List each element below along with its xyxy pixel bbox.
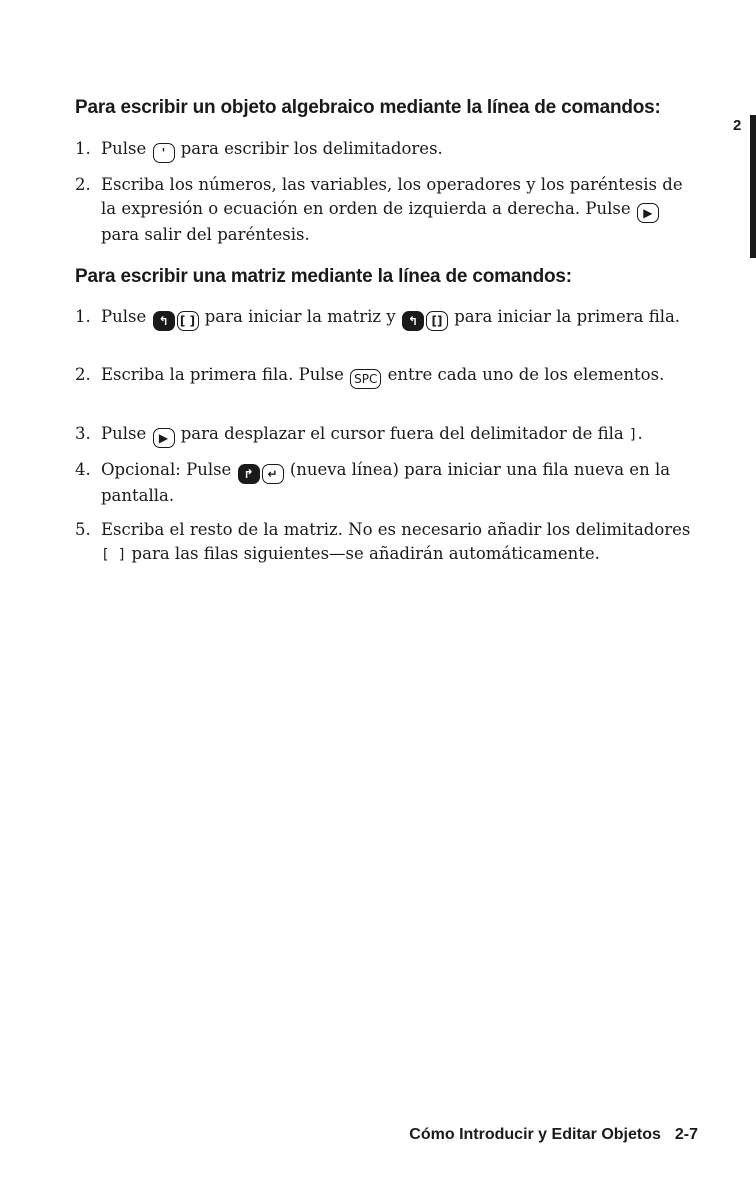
list-item	[75, 518, 700, 567]
tick-key-icon: '	[153, 143, 175, 163]
list-item	[75, 173, 700, 247]
list-item	[75, 363, 700, 389]
brackets-key-icon: []	[426, 311, 448, 331]
row-delimiter-code: ]	[629, 427, 638, 443]
item-text-part: para iniciar la matriz y	[204, 307, 396, 326]
item-number: 5.	[75, 520, 91, 539]
left-shift-key-icon: ↰	[153, 311, 175, 331]
item-text-part: Opcional: Pulse	[101, 460, 232, 479]
item-text-part: Pulse	[101, 307, 147, 326]
item-text	[101, 518, 700, 567]
footer-title: Cómo Introducir y Editar Objetos	[409, 1126, 661, 1143]
item-text	[101, 458, 700, 508]
item-text	[101, 137, 700, 163]
chapter-tab-marker	[750, 115, 756, 258]
right-arrow-key-icon: ▶	[153, 428, 175, 448]
item-text	[101, 363, 700, 389]
newline-key-icon: ↵	[262, 464, 284, 484]
item-number: 1.	[75, 139, 91, 158]
item-text-part: Escriba la primera fila. Pulse	[101, 365, 344, 384]
list-item	[75, 458, 700, 508]
left-shift-key-icon: ↰	[402, 311, 424, 331]
item-text-part: para iniciar la primera fila.	[454, 307, 681, 326]
section-heading-algebraic: Para escribir un objeto algebraico mediante la línea de comandos:	[75, 97, 661, 118]
item-number: 1.	[75, 307, 91, 326]
item-text-part: para las filas siguientes—se añadirán automáticamente.	[131, 544, 600, 563]
space-key-icon: SPC	[350, 369, 381, 389]
delimiters-code: [ ]	[101, 547, 127, 563]
item-text	[101, 422, 700, 448]
item-text	[101, 305, 700, 331]
item-text-part: para salir del paréntesis.	[101, 225, 310, 244]
item-text-part: Escriba los números, las variables, los operadores y los paréntesis de la expresión o ecuación en orden de izquierda a derecha. Pulse	[101, 175, 683, 218]
item-number: 2.	[75, 365, 91, 384]
item-text-part: para escribir los delimitadores.	[180, 139, 443, 158]
item-text-part: para desplazar el cursor fuera del delimitador de fila	[180, 424, 624, 443]
item-number: 4.	[75, 460, 91, 479]
list-item	[75, 305, 700, 331]
item-number: 3.	[75, 424, 91, 443]
item-text-part: entre cada uno de los elementos.	[387, 365, 665, 384]
item-text-part: (nueva línea) para iniciar una fila nueva en la pantalla.	[101, 460, 671, 505]
item-number: 2.	[75, 175, 91, 194]
page-footer	[409, 1126, 698, 1144]
item-text-part: Escriba el resto de la matriz. No es necesario añadir los delimitadores	[101, 520, 691, 539]
item-text-part: Pulse	[101, 424, 147, 443]
right-arrow-key-icon: ▶	[637, 203, 659, 223]
list-item	[75, 137, 700, 163]
item-text-part: Pulse	[101, 139, 147, 158]
list-item	[75, 422, 700, 448]
page-number: 2-7	[674, 1126, 698, 1143]
right-shift-key-icon: ↱	[238, 464, 260, 484]
chapter-tab-number: 2	[733, 117, 742, 134]
item-text-part: .	[637, 424, 643, 443]
brackets-key-icon: [ ]	[177, 311, 199, 331]
section-heading-matrix: Para escribir una matriz mediante la línea de comandos:	[75, 266, 572, 287]
item-text	[101, 173, 700, 247]
